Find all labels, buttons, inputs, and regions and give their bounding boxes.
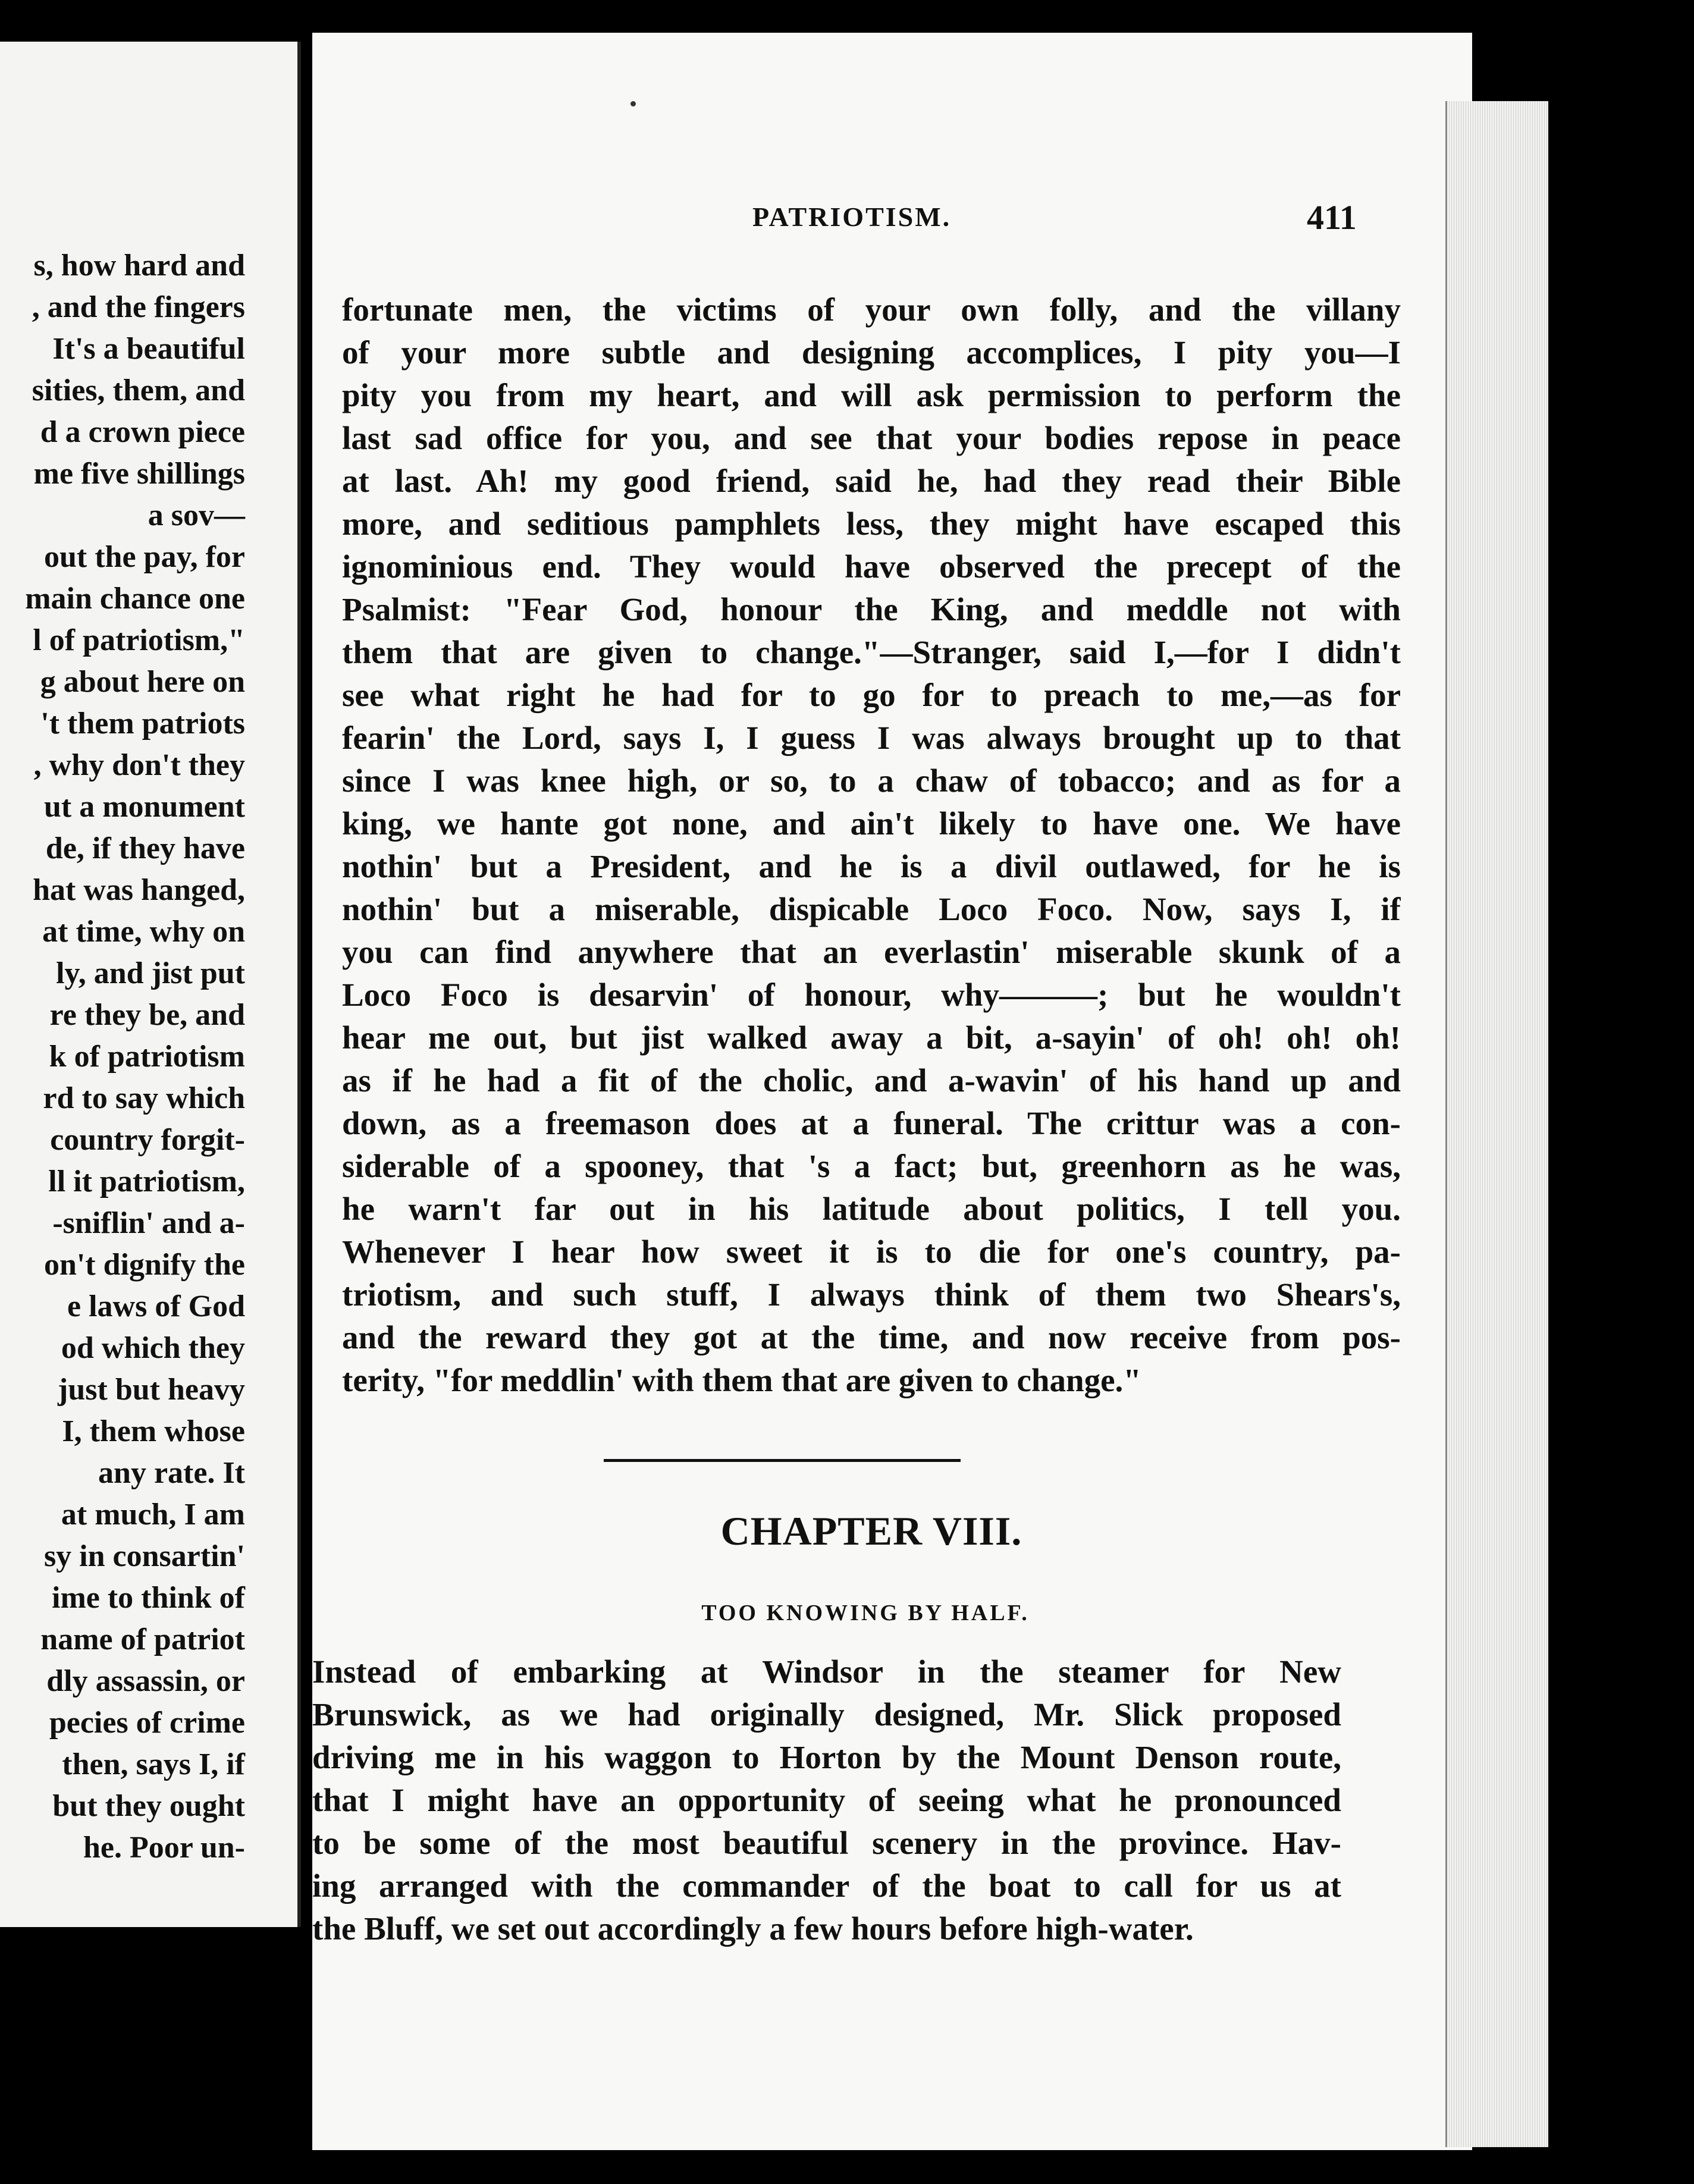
- text-line: down, as a freemason does at a funeral. The crittur was a con-: [342, 1105, 1401, 1141]
- text-line: od which they: [61, 1331, 245, 1365]
- text-line: , why don't they: [33, 748, 245, 782]
- text-line: a sov—: [148, 498, 245, 532]
- text-line: pity you from my heart, and will ask permission to perform the: [342, 377, 1401, 413]
- text-line: and the reward they got at the time, and now receive from pos-: [342, 1319, 1401, 1355]
- text-line: l of patriotism,": [33, 623, 245, 657]
- text-line: ignominious end. They would have observed the precept of the: [342, 548, 1401, 585]
- text-line: at much, I am: [61, 1498, 245, 1532]
- text-line: ing arranged with the commander of the boat to call for us at: [312, 1868, 1341, 1904]
- text-line: pecies of crime: [49, 1706, 245, 1740]
- text-line: just but heavy: [58, 1373, 245, 1407]
- body-text: [342, 288, 1401, 1402]
- text-line: any rate. It: [98, 1456, 245, 1490]
- text-line: king, we hante got none, and ain't likely to have one. We have: [342, 805, 1401, 842]
- text-line: nothin' but a miserable, dispicable Loco Foco. Now, says I, if: [342, 891, 1401, 927]
- running-title: PATRIOTISM.: [752, 202, 952, 232]
- text-line: Psalmist: "Fear God, honour the King, and meddle not with: [342, 591, 1401, 627]
- text-line: ime to think of: [52, 1581, 245, 1615]
- text-line: he warn't far out in his latitude about politics, I tell you.: [342, 1191, 1401, 1227]
- text-line: I, them whose: [62, 1414, 245, 1448]
- text-line: ut a monument: [43, 790, 245, 824]
- text-line: sy in consartin': [43, 1539, 245, 1573]
- text-line: ly, and jist put: [56, 956, 245, 990]
- print-speck: [630, 101, 636, 106]
- text-line: hear me out, but jist walked away a bit, a-sayin' of oh! oh! oh!: [342, 1019, 1401, 1056]
- text-line: sities, them, and: [32, 374, 245, 407]
- text-line: , and the fingers: [32, 290, 245, 324]
- text-line: k of patriotism: [49, 1040, 245, 1074]
- text-line: d a crown piece: [40, 415, 245, 449]
- text-line: hat was hanged,: [33, 873, 245, 907]
- section-rule: [604, 1459, 961, 1462]
- running-head: [312, 198, 1472, 249]
- text-line: country forgit-: [50, 1123, 245, 1157]
- text-line: de, if they have: [45, 831, 245, 865]
- text-line: Whenever I hear how sweet it is to die for one's country, pa-: [342, 1234, 1401, 1270]
- text-line: on't dignify the: [43, 1248, 245, 1282]
- text-line: you can find anywhere that an everlastin' miserable skunk of a: [342, 934, 1401, 970]
- text-line: driving me in his waggon to Horton by the Mount Denson route,: [312, 1739, 1341, 1775]
- text-line: then, says I, if: [62, 1747, 245, 1781]
- text-line: fortunate men, the victims of your own folly, and the villany: [342, 291, 1401, 328]
- text-line: fearin' the Lord, says I, I guess I was always brought up to that: [342, 720, 1401, 756]
- text-line: me five shillings: [33, 457, 245, 491]
- text-line: he. Poor un-: [83, 1831, 245, 1865]
- text-line: re they be, and: [49, 998, 245, 1032]
- page-edges: [1445, 101, 1548, 2147]
- text-line: siderable of a spooney, that 's a fact; but, greenhorn as he was,: [342, 1148, 1401, 1184]
- text-line: that I might have an opportunity of seeing what he pronounced: [312, 1782, 1341, 1818]
- chapter-title: CHAPTER VIII.: [720, 1508, 1022, 1554]
- text-line: at last. Ah! my good friend, said he, had they read their Bible: [342, 463, 1401, 499]
- text-line: the Bluff, we set out accordingly a few hours before high-water.: [312, 1910, 1194, 1947]
- text-line: but they ought: [52, 1789, 245, 1823]
- chapter-subtitle: TOO KNOWING BY HALF.: [701, 1601, 1030, 1626]
- text-line: e laws of God: [67, 1289, 245, 1323]
- text-line: at time, why on: [42, 915, 245, 949]
- text-line: since I was knee high, or so, to a chaw of tobacco; and as for a: [342, 762, 1401, 799]
- text-line: terity, "for meddlin' with them that are given to change.": [342, 1362, 1141, 1398]
- chapter-text: [312, 1650, 1341, 1950]
- text-line: name of patriot: [40, 1623, 245, 1656]
- text-line: dly assassin, or: [46, 1664, 245, 1698]
- text-line: s, how hard and: [33, 249, 245, 283]
- facing-page-text: [0, 245, 245, 1869]
- text-line: ll it patriotism,: [48, 1165, 245, 1198]
- text-line: triotism, and such stuff, I always think of them two Shears's,: [342, 1276, 1401, 1313]
- text-line: out the pay, for: [44, 540, 245, 574]
- text-line: Loco Foco is desarvin' of honour, why———; but he wouldn't: [342, 977, 1401, 1013]
- text-line: last sad office for you, and see that your bodies repose in peace: [342, 420, 1401, 456]
- text-line: of your more subtle and designing accomplices, I pity you—I: [342, 334, 1401, 371]
- text-line: Instead of embarking at Windsor in the steamer for New: [312, 1653, 1341, 1690]
- text-line: more, and seditious pamphlets less, they might have escaped this: [342, 506, 1401, 542]
- text-line: main chance one: [25, 582, 245, 616]
- text-line: 't them patriots: [40, 707, 245, 740]
- text-line: to be some of the most beautiful scenery in the province. Hav-: [312, 1825, 1341, 1861]
- text-line: as if he had a fit of the cholic, and a-wavin' of his hand up and: [342, 1062, 1401, 1099]
- text-line: It's a beautiful: [52, 332, 245, 366]
- text-line: see what right he had for to go for to preach to me,—as for: [342, 677, 1401, 713]
- text-line: Brunswick, as we had originally designed, Mr. Slick proposed: [312, 1696, 1341, 1733]
- text-line: g about here on: [40, 665, 245, 699]
- facing-page: [0, 42, 301, 1927]
- book-page: [312, 33, 1472, 2150]
- text-line: rd to say which: [43, 1081, 245, 1115]
- text-line: them that are given to change."—Stranger, said I,—for I didn't: [342, 634, 1401, 670]
- text-line: -sniflin' and a-: [52, 1206, 245, 1240]
- page-number: 411: [1307, 198, 1357, 237]
- text-line: nothin' but a President, and he is a divil outlawed, for he is: [342, 848, 1401, 884]
